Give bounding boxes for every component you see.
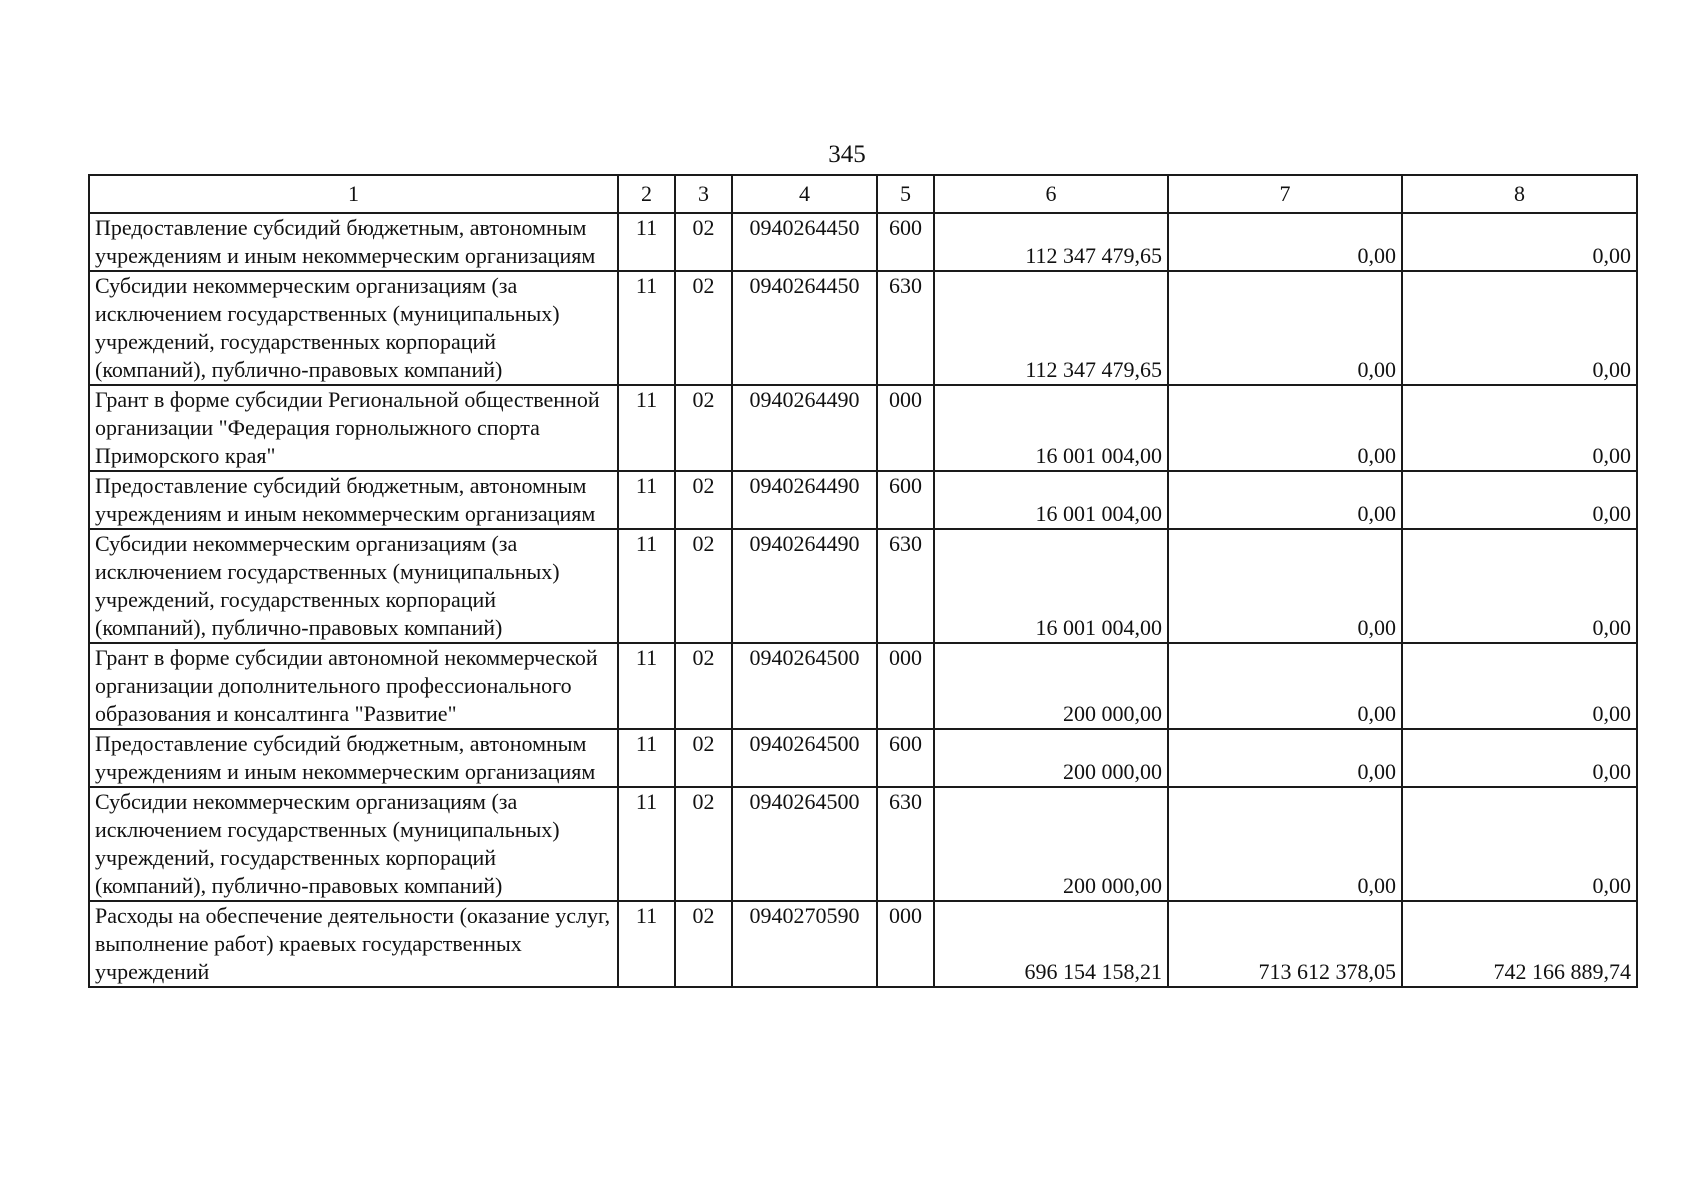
amount-col6: 112 347 479,65 [934, 213, 1168, 271]
section-code: 11 [618, 901, 675, 987]
table-row [89, 787, 1637, 901]
amount-col6: 16 001 004,00 [934, 471, 1168, 529]
item-name: Грант в форме субсидии автономной некоммерческой организации дополнительного профессионального образования и консалтинга "Развитие" [89, 643, 618, 729]
subsection-code: 02 [675, 213, 732, 271]
expense-type-code: 000 [877, 385, 934, 471]
subsection-code: 02 [675, 385, 732, 471]
subsection-code: 02 [675, 901, 732, 987]
amount-col7: 0,00 [1168, 213, 1402, 271]
amount-col7: 0,00 [1168, 787, 1402, 901]
amount-col6: 16 001 004,00 [934, 385, 1168, 471]
amount-col6: 112 347 479,65 [934, 271, 1168, 385]
amount-col8: 0,00 [1402, 471, 1637, 529]
header-cell: 1 [89, 175, 618, 213]
subsection-code: 02 [675, 271, 732, 385]
item-name: Субсидии некоммерческим организациям (за исключением государственных (муниципальных) учреждений, государственных корпораций (компаний), публично-правовых компаний) [89, 271, 618, 385]
amount-col7: 0,00 [1168, 385, 1402, 471]
subsection-code: 02 [675, 471, 732, 529]
item-name: Субсидии некоммерческим организациям (за исключением государственных (муниципальных) учреждений, государственных корпораций (компаний), публично-правовых компаний) [89, 787, 618, 901]
table-row [89, 643, 1637, 729]
header-cell: 6 [934, 175, 1168, 213]
table-row [89, 385, 1637, 471]
section-code: 11 [618, 729, 675, 787]
amount-col7: 0,00 [1168, 471, 1402, 529]
amount-col8: 0,00 [1402, 213, 1637, 271]
header-cell: 7 [1168, 175, 1402, 213]
amount-col8: 0,00 [1402, 271, 1637, 385]
subsection-code: 02 [675, 787, 732, 901]
expense-type-code: 630 [877, 529, 934, 643]
expense-type-code: 630 [877, 271, 934, 385]
section-code: 11 [618, 213, 675, 271]
expense-type-code: 600 [877, 471, 934, 529]
table-row [89, 529, 1637, 643]
section-code: 11 [618, 271, 675, 385]
table-row [89, 471, 1637, 529]
table-row [89, 901, 1637, 987]
item-name: Субсидии некоммерческим организациям (за исключением государственных (муниципальных) учреждений, государственных корпораций (компаний), публично-правовых компаний) [89, 529, 618, 643]
table-row [89, 729, 1637, 787]
header-cell: 4 [732, 175, 877, 213]
amount-col7: 0,00 [1168, 643, 1402, 729]
target-article-code: 0940264500 [732, 729, 877, 787]
table-row [89, 213, 1637, 271]
section-code: 11 [618, 385, 675, 471]
item-name: Грант в форме субсидии Региональной общественной организации "Федерация горнолыжного спорта Приморского края" [89, 385, 618, 471]
amount-col6: 696 154 158,21 [934, 901, 1168, 987]
expense-type-code: 000 [877, 901, 934, 987]
amount-col8: 0,00 [1402, 529, 1637, 643]
target-article-code: 0940264490 [732, 529, 877, 643]
amount-col7: 0,00 [1168, 529, 1402, 643]
target-article-code: 0940264450 [732, 213, 877, 271]
target-article-code: 0940264500 [732, 643, 877, 729]
amount-col8: 0,00 [1402, 787, 1637, 901]
item-name: Предоставление субсидий бюджетным, автономным учреждениям и иным некоммерческим организациям [89, 729, 618, 787]
expense-type-code: 600 [877, 213, 934, 271]
amount-col8: 0,00 [1402, 385, 1637, 471]
subsection-code: 02 [675, 643, 732, 729]
section-code: 11 [618, 787, 675, 901]
item-name: Расходы на обеспечение деятельности (оказание услуг, выполнение работ) краевых государственных учреждений [89, 901, 618, 987]
amount-col7: 0,00 [1168, 271, 1402, 385]
amount-col6: 200 000,00 [934, 787, 1168, 901]
item-name: Предоставление субсидий бюджетным, автономным учреждениям и иным некоммерческим организациям [89, 213, 618, 271]
page-number: 345 [828, 141, 866, 168]
target-article-code: 0940264450 [732, 271, 877, 385]
header-cell: 5 [877, 175, 934, 213]
expense-type-code: 600 [877, 729, 934, 787]
amount-col7: 0,00 [1168, 729, 1402, 787]
target-article-code: 0940264490 [732, 385, 877, 471]
expense-type-code: 630 [877, 787, 934, 901]
section-code: 11 [618, 643, 675, 729]
section-code: 11 [618, 529, 675, 643]
header-row [89, 175, 1637, 213]
amount-col8: 742 166 889,74 [1402, 901, 1637, 987]
amount-col6: 200 000,00 [934, 729, 1168, 787]
amount-col8: 0,00 [1402, 729, 1637, 787]
header-cell: 8 [1402, 175, 1637, 213]
header-cell: 3 [675, 175, 732, 213]
budget-table [88, 174, 1638, 988]
header-cell: 2 [618, 175, 675, 213]
subsection-code: 02 [675, 529, 732, 643]
target-article-code: 0940264500 [732, 787, 877, 901]
table-row [89, 271, 1637, 385]
amount-col7: 713 612 378,05 [1168, 901, 1402, 987]
amount-col8: 0,00 [1402, 643, 1637, 729]
item-name: Предоставление субсидий бюджетным, автономным учреждениям и иным некоммерческим организациям [89, 471, 618, 529]
amount-col6: 16 001 004,00 [934, 529, 1168, 643]
subsection-code: 02 [675, 729, 732, 787]
expense-type-code: 000 [877, 643, 934, 729]
amount-col6: 200 000,00 [934, 643, 1168, 729]
section-code: 11 [618, 471, 675, 529]
target-article-code: 0940264490 [732, 471, 877, 529]
target-article-code: 0940270590 [732, 901, 877, 987]
